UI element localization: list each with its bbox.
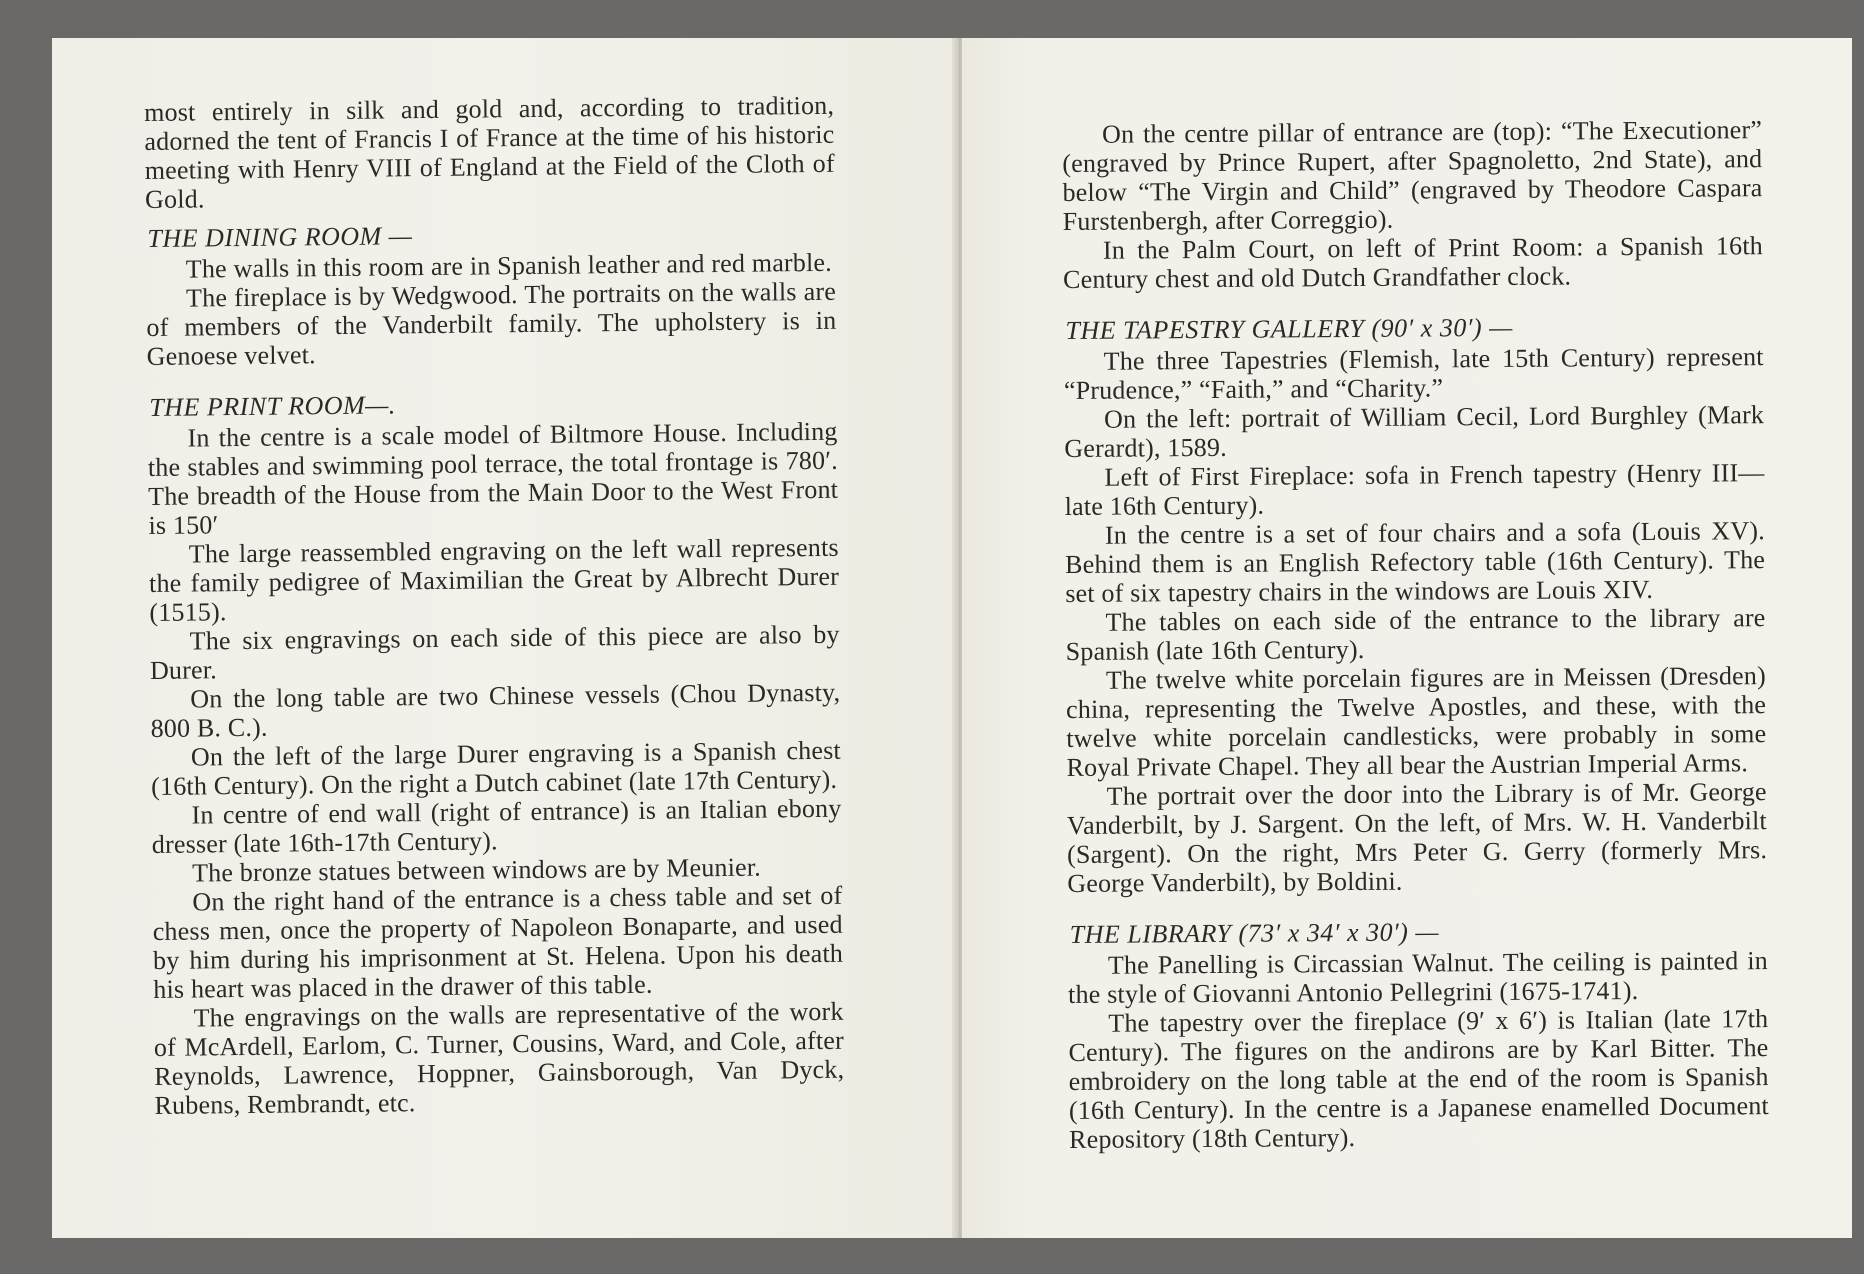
tapestry-paragraph-3: Left of First Fireplace: sofa in French tapestry (Henry III—late 16th Century).: [1064, 458, 1765, 521]
tapestry-paragraph-6: The twelve white porcelain figures are in Meissen (Dresden) china, representing the Twelve Apostles, and these, with the twelve white porcelain candlesticks, were probably in some Royal Private Chapel. They all bear the Austrian Imperial Arms.: [1066, 661, 1767, 782]
print-paragraph-9: The engravings on the walls are representative of the work of McArdell, Earlom, C. Turner, Cousins, Ward, and Cole, after Reynolds, Lawrence, Hoppner, Gainsborough, Van Dyck, Rubens, Rembrandt, etc.: [153, 996, 845, 1120]
tapestry-paragraph-5: The tables on each side of the entrance to the library are Spanish (late 16th Century).: [1065, 603, 1766, 666]
tapestry-paragraph-1: The three Tapestries (Flemish, late 15th Century) represent “Prudence,” “Faith,” and “Charity.”: [1063, 342, 1764, 405]
dining-paragraph-2: The fireplace is by Wedgwood. The portraits on the walls are of members of the Vanderbilt family. The upholstery is in Genoese velvet.: [146, 276, 837, 371]
print-room-heading: THE PRINT ROOM—.: [149, 390, 396, 422]
booklet-spread: [52, 38, 1852, 1238]
right-page-text: [1062, 115, 1769, 1154]
tapestry-paragraph-7: The portrait over the door into the Library is of Mr. George Vanderbilt, by J. Sargent. On the left, of Mrs. W. H. Vanderbilt (Sargent). On the right, Mrs Peter G. Gerry (formerly Mrs. George Vanderbilt), by Boldini.: [1066, 777, 1768, 898]
print-paragraph-8: On the right hand of the entrance is a chess table and set of chess men, once the property of Napoleon Bonaparte, and used by him during his imprisonment at St. Helena. Upon his death his heart was placed in the drawer of this table.: [152, 880, 844, 1004]
right-page: [962, 38, 1852, 1238]
print-paragraph-3: The six engravings on each side of this piece are also by Durer.: [149, 619, 840, 685]
print-paragraph-2: The large reassembled engraving on the left wall represents the family pedigree of Maximilian the Great by Albrecht Durer (1515).: [148, 532, 840, 627]
print-paragraph-7: The bronze statues between windows are by Meunier.: [191, 852, 762, 888]
left-page-text: [144, 91, 845, 1120]
library-heading: THE LIBRARY (73′ x 34′ x 30′) —: [1069, 917, 1440, 949]
tapestry-paragraph-4: In the centre is a set of four chairs and a sofa (Louis XV). Behind them is an English Refectory table (16th Century). The set of six tapestry chairs in the windows are Louis XIV.: [1065, 516, 1766, 608]
print-paragraph-6: In centre of end wall (right of entrance) is an Italian ebony dresser (late 16th-17th Century).: [151, 793, 842, 859]
tapestry-paragraph-2: On the left: portrait of William Cecil, Lord Burghley (Mark Gerardt), 1589.: [1064, 400, 1765, 463]
print-paragraph-1: In the centre is a scale model of Biltmore House. Including the stables and swimming pool terrace, the total frontage is 780′. The breadth of the House from the Main Door to the West Front is 150′: [147, 416, 839, 540]
print-continued-paragraph-1: On the centre pillar of entrance are (top): “The Executioner” (engraved by Prince Rupert, after Spagnoletto, 2nd State), and below “The Virgin and Child” (engraved by Theodore Caspara Furstenbergh, after Correggio).: [1062, 115, 1763, 236]
dining-room-heading: THE DINING ROOM —: [147, 221, 413, 253]
print-paragraph-4: On the long table are two Chinese vessels (Chou Dynasty, 800 B. C.).: [150, 677, 841, 743]
opening-paragraph: most entirely in silk and gold and, according to tradition, adorned the tent of Francis I of France at the time of his historic meeting with Henry VIII of England at the Field of the Cloth of Gold.: [144, 90, 835, 214]
library-paragraph-1: The Panelling is Circassian Walnut. The ceiling is painted in the style of Giovanni Antonio Pellegrini (1675-1741).: [1068, 946, 1768, 1009]
left-page: [52, 38, 957, 1238]
dining-paragraph-1: The walls in this room are in Spanish leather and red marble.: [185, 247, 833, 284]
print-paragraph-5: On the left of the large Durer engraving is a Spanish chest (16th Century). On the right a Dutch cabinet (late 17th Century).: [151, 735, 842, 801]
library-paragraph-2: The tapestry over the fireplace (9′ x 6′) is Italian (late 17th Century). The figures on the andirons are by Karl Bitter. The embroidery on the long table at the end of the room is Spanish (16th Century). In the centre is a Japanese enamelled Document Repository (18th Century).: [1068, 1004, 1769, 1154]
print-continued-paragraph-2: In the Palm Court, on left of Print Room: a Spanish 16th Century chest and old Dutch Grandfather clock.: [1063, 231, 1763, 294]
tapestry-gallery-heading: THE TAPESTRY GALLERY (90′ x 30′) —: [1065, 312, 1513, 345]
